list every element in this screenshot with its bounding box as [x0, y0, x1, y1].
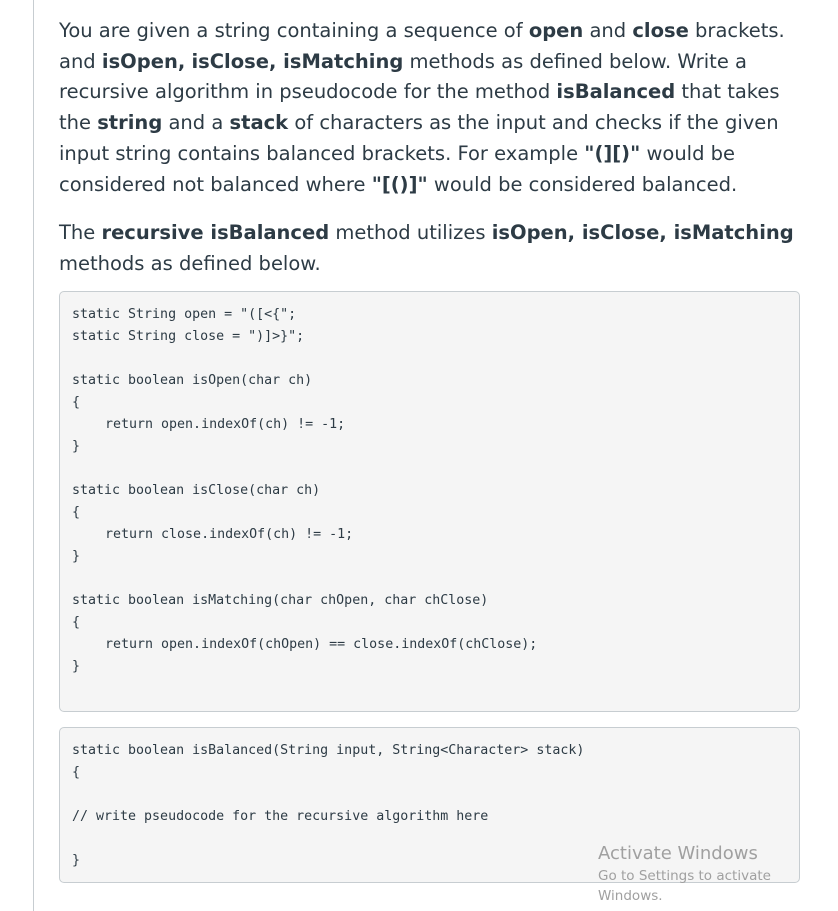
code-line: }: [72, 549, 81, 564]
text-run: methods as defined below.: [59, 251, 321, 275]
text-run: method utilizes: [329, 221, 492, 245]
text-run: methods as defined below. Write a recursive algorithm in pseudocode for the method: [59, 49, 747, 104]
text-run: would be considered balanced.: [427, 172, 738, 196]
bold-term: "[()]": [371, 172, 428, 196]
bold-term: "(][)": [584, 141, 641, 165]
bold-term: string: [97, 111, 163, 135]
bold-term: isBalanced: [556, 80, 676, 104]
text-run: and a: [162, 111, 230, 135]
watermark-title: Activate Windows: [598, 843, 758, 864]
bold-term: open: [528, 19, 584, 42]
code-line: {: [72, 505, 81, 520]
helper-methods-code-block: [59, 291, 800, 712]
code-line: {: [72, 395, 81, 410]
code-line: {: [72, 615, 81, 630]
code-line: }: [72, 439, 81, 454]
bold-term: isOpen, isClose, isMatching: [491, 221, 794, 245]
text-run: brackets. and: [59, 19, 785, 73]
bold-term: recursive isBalanced: [101, 221, 330, 245]
code-line: return open.indexOf(chOpen) == close.indexOf(chClose);: [105, 637, 538, 652]
code-line: static boolean isClose(char ch): [72, 483, 321, 498]
bold-term: isOpen,: [101, 49, 186, 73]
code-line: return close.indexOf(ch) != -1;: [105, 527, 354, 542]
code-line: static String close = ")]>}";: [72, 329, 305, 344]
code-line: return open.indexOf(ch) != -1;: [105, 417, 346, 432]
bold-term: close: [632, 19, 689, 42]
question-paragraph-1: [59, 16, 809, 200]
code-line: {: [72, 765, 81, 780]
content-frame-border: [33, 0, 34, 911]
code-line: [72, 568, 787, 590]
code-line: }: [72, 853, 81, 868]
bold-term: stack: [229, 111, 289, 135]
code-line: static boolean isMatching(char chOpen, char chClose): [72, 593, 489, 608]
activate-windows-watermark: [598, 843, 838, 906]
code-line: [72, 784, 787, 806]
question-paragraph-2: [59, 218, 809, 279]
code-line: static String open = "([<{";: [72, 307, 297, 322]
bold-term: isClose, isMatching: [191, 49, 404, 73]
code-line: static boolean isBalanced(String input, String<Character> stack): [72, 743, 585, 758]
code-line: [72, 458, 787, 480]
question-text: [59, 16, 809, 280]
text-run: would be considered not balanced where: [59, 141, 736, 196]
text-run: You are given a string containing a sequence of: [59, 19, 529, 42]
code-line: [72, 348, 787, 370]
watermark-subtitle: Go to Settings to activate Windows.: [598, 868, 771, 904]
text-run: that takes the: [59, 80, 780, 135]
code-line: // write pseudocode for the recursive algorithm here: [72, 809, 489, 824]
text-run: and: [583, 19, 633, 42]
text-run: The: [59, 221, 102, 245]
text-run: of characters as the input and checks if the given input string contains balanced brackets. For example: [59, 111, 779, 165]
code-line: static boolean isOpen(char ch): [72, 373, 313, 388]
code-line: }: [72, 659, 81, 674]
